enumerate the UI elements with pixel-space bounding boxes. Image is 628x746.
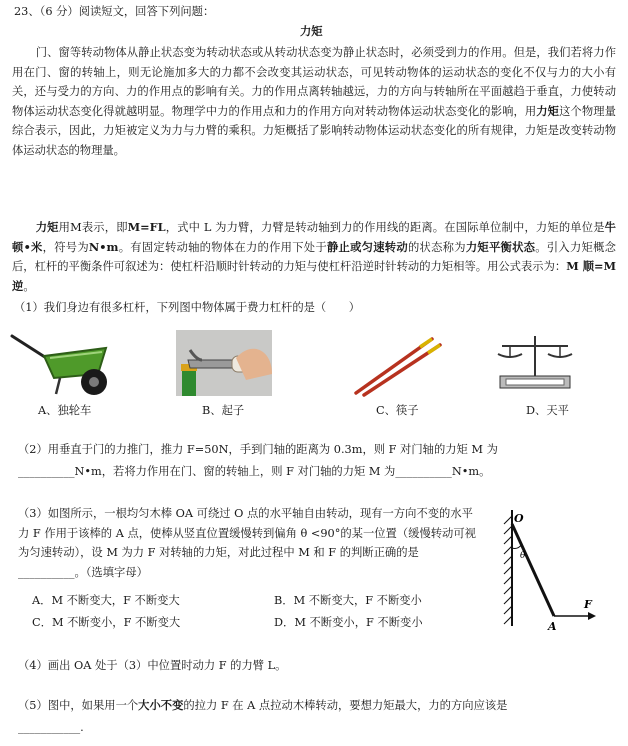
q5-bold: 大小不变 <box>138 698 184 712</box>
paragraph-2 <box>12 218 616 296</box>
passage-title: 力矩 <box>300 24 323 38</box>
q3-option-a: A．M 不断变大，F 不断变大 <box>32 594 180 607</box>
paragraph-1-bold: 力矩 <box>536 103 560 118</box>
paragraph-1-text: 门、窗等转动物体从静止状态变为转动状态或从转动状态变为静止状态时，必须受到力的作用。但是，我们若将力作用在门、窗的转轴上，则无论施加多大的力都不会改变其运动状态，可见转动物体的运动状态的变化不仅与力的大小有关，还与受力的方向、力的作用点的影响有关。力的作用点离转轴越远，力的方向与转轴所在平面越趋于垂直，力使转动物体运动状态变化得就越明显。物理学中力的作用点和力的作用方向对转动物体运动状态变化的影响，用 <box>12 46 616 118</box>
option-a-label: A、独轮车 <box>38 404 92 417</box>
p2-bold-3: 牛顿•米 <box>12 220 616 254</box>
q5-blank[interactable]: ___________. <box>18 721 84 734</box>
balance-image[interactable] <box>494 330 576 394</box>
p2-text-6: 。引入力矩概念后，杠杆的平衡条件可叙述为：使杠杆沿顺时针转动的力矩与使杠杆沿逆时针转动的力矩相等。用公式表示为： <box>12 240 616 274</box>
lever-figure <box>496 504 604 632</box>
q4-text: （4）画出 OA 处于（3）中位置时动力 F 的力臂 L。 <box>18 659 287 672</box>
q5-text-2: 的拉力 F 在 A 点拉动木棒转动，要想力矩最大，力的方向应该是 <box>183 699 508 712</box>
p2-bold-1: 力矩 <box>35 220 59 234</box>
chopsticks-image[interactable] <box>350 335 446 397</box>
p2-text-5: 的状态称为 <box>407 240 466 254</box>
p2-bold-7: M 顺=M 逆 <box>12 259 616 293</box>
label-o: O <box>514 512 524 525</box>
q2-line-1: （2）用垂直于门的力推门，推力 F=50N，手到门轴的距离为 0.3m，则 F 对门轴的力矩 M 为 <box>18 443 498 456</box>
question-header: 23、（6 分）阅读短文，回答下列问题： <box>14 5 215 18</box>
p2-text-1: 用M表示，即 <box>58 221 128 234</box>
p2-text-2: ，式中 L 为力臂，力臂是转动轴到力的作用线的距离。在国际单位制中，力矩的单位是 <box>165 221 605 234</box>
p2-bold-2: M=FL <box>127 220 166 234</box>
p2-text-7: 。 <box>23 279 35 293</box>
q3-text: （3）如图所示，一根均匀木棒 OA 可绕过 O 点的水平轴自由转动，现有一方向不变的水平力 F 作用于该棒的 A 点，使棒从竖直位置缓慢转到偏角 θ <90°的某一位置（缓慢转动可视为匀速转动），设 M 为力 F 对转轴的力矩，对此过程中 M 和 F 的判断正确的是__________。（选填字母） <box>18 507 476 579</box>
label-f: F <box>584 598 592 611</box>
q1-stem: （1）我们身边有很多杠杆，下列图中物体属于费力杠杆的是（ ） <box>14 301 361 314</box>
option-d-label: D、天平 <box>526 404 569 417</box>
label-a: A <box>548 620 557 632</box>
label-theta: θ <box>520 551 526 561</box>
option-c-label: C、筷子 <box>376 404 419 417</box>
q5-line-1 <box>18 696 507 716</box>
bottle-opener-image[interactable] <box>176 330 272 396</box>
q3-option-d: D．M 不断变小，F 不断变小 <box>274 616 423 629</box>
q5-text-1: （5）图中，如果用一个 <box>18 699 139 712</box>
q3-option-c: C．M 不断变小，F 不断变大 <box>32 616 181 629</box>
p2-bold-6: 力矩平衡状态 <box>465 239 536 254</box>
p2-text-3: ，符号为 <box>42 240 89 254</box>
q3-option-b: B．M 不断变大，F 不断变小 <box>274 594 422 607</box>
p2-bold-4: N•m <box>88 239 119 254</box>
p2-bold-5: 静止或匀速转动 <box>326 239 408 254</box>
option-b-label: B、起子 <box>202 404 245 417</box>
wheelbarrow-image[interactable] <box>10 330 120 398</box>
q2-line-2: __________N•m，若将力作用在门、窗的转轴上，则 F 对门轴的力矩 M 为__________N•m。 <box>18 465 491 478</box>
paragraph-1 <box>12 43 616 161</box>
p2-text-4: 。有固定转动轴的物体在力的作用下处于 <box>118 240 327 254</box>
paragraph-1-tail: 这个物理量综合表示，因此，力矩被定义为力与力臂的乘积。力矩概括了影响转动物体运动状态变化的所有规律，力矩是改变转动物体运动状态的物理量。 <box>12 104 616 157</box>
